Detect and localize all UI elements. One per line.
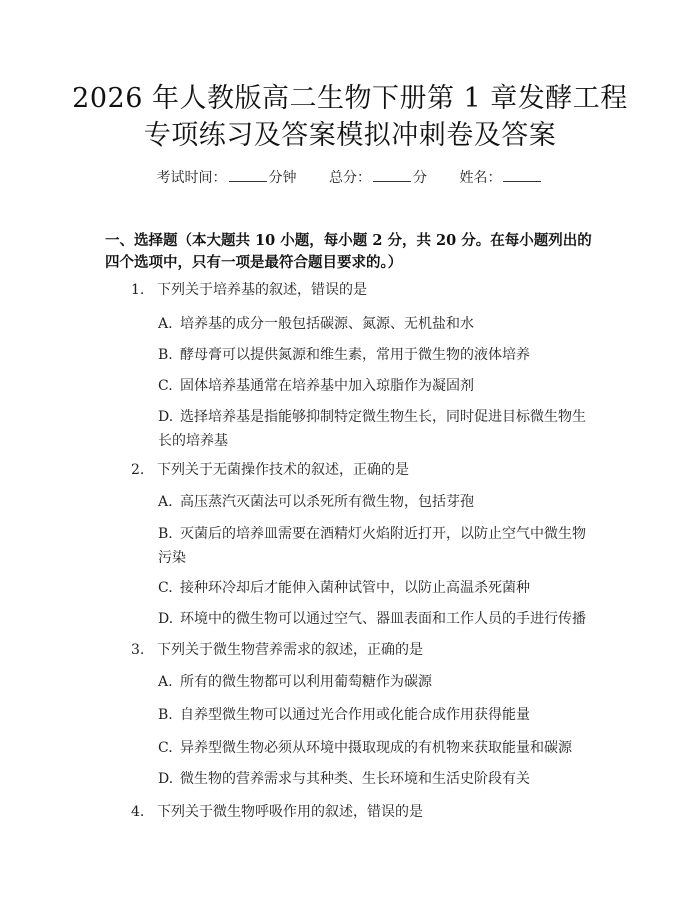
question-2-option-c[interactable] bbox=[105, 576, 595, 600]
option-text: 选择培养基是指能够抑制特定微生物生长，同时促进目标微生物生长的培养基 bbox=[158, 409, 586, 449]
option-text: 微生物的营养需求与其种类、生长环境和生活史阶段有关 bbox=[180, 771, 530, 787]
total-score-label: 总分： bbox=[329, 170, 371, 186]
option-letter: A. bbox=[158, 316, 173, 332]
option-text: 所有的微生物都可以利用葡萄糖作为碳源 bbox=[180, 674, 432, 690]
option-letter: D. bbox=[158, 771, 174, 787]
option-text: 培养基的成分一般包括碳源、氮源、无机盐和水 bbox=[180, 316, 474, 332]
name-blank[interactable] bbox=[503, 169, 541, 182]
question-number: 4. bbox=[131, 804, 145, 820]
option-letter: A. bbox=[158, 674, 173, 690]
question-stem: 下列关于微生物营养需求的叙述，正确的是 bbox=[157, 642, 423, 658]
total-score-unit: 分 bbox=[413, 170, 427, 186]
exam-time-unit: 分钟 bbox=[268, 170, 297, 186]
question-2-option-b[interactable] bbox=[105, 522, 595, 570]
question-number: 3. bbox=[131, 642, 145, 658]
option-text: 环境中的微生物可以通过空气、器皿表面和工作人员的手进行传播 bbox=[180, 611, 586, 627]
question-3-option-b[interactable] bbox=[105, 703, 595, 727]
question-number: 1. bbox=[131, 282, 145, 298]
question-2-option-a[interactable] bbox=[105, 490, 595, 514]
question-3 bbox=[105, 639, 595, 661]
section-heading: 一、选择题（本大题共 10 小题，每小题 2 分，共 20 分。在每小题列出的四个选项中，只有一项是最符合题目要求的。） bbox=[105, 232, 592, 271]
exam-time-blank[interactable] bbox=[229, 169, 267, 182]
option-letter: C. bbox=[158, 740, 173, 756]
question-1 bbox=[105, 279, 595, 301]
question-stem: 下列关于培养基的叙述，错误的是 bbox=[157, 282, 367, 298]
exam-meta-row bbox=[0, 167, 700, 187]
question-1-option-d[interactable] bbox=[105, 405, 595, 453]
option-letter: D. bbox=[158, 611, 174, 627]
question-number: 2. bbox=[131, 462, 145, 478]
option-text: 酵母膏可以提供氮源和维生素，常用于微生物的液体培养 bbox=[180, 347, 530, 363]
total-score-blank[interactable] bbox=[373, 169, 411, 182]
doc-title-line-2: 专项练习及答案模拟冲刺卷及答案 bbox=[143, 120, 557, 151]
question-stem: 下列关于微生物呼吸作用的叙述，错误的是 bbox=[157, 804, 423, 820]
name-label: 姓名： bbox=[459, 170, 502, 186]
question-2 bbox=[105, 459, 595, 481]
question-stem: 下列关于无菌操作技术的叙述，正确的是 bbox=[157, 462, 409, 478]
option-text: 固体培养基通常在培养基中加入琼脂作为凝固剂 bbox=[180, 378, 474, 394]
total-score-field bbox=[329, 167, 427, 187]
option-letter: B. bbox=[158, 707, 173, 723]
option-text: 自养型微生物可以通过光合作用或化能合成作用获得能量 bbox=[180, 707, 530, 723]
question-1-option-a[interactable] bbox=[105, 312, 595, 336]
question-3-option-c[interactable] bbox=[105, 736, 595, 760]
name-field bbox=[459, 167, 543, 187]
option-letter: A. bbox=[158, 494, 173, 510]
exam-time-label: 考试时间： bbox=[156, 170, 227, 186]
option-text: 高压蒸汽灭菌法可以杀死所有微生物，包括芽孢 bbox=[180, 494, 474, 510]
question-4 bbox=[105, 801, 595, 823]
question-2-option-d[interactable] bbox=[105, 607, 595, 631]
option-letter: C. bbox=[158, 580, 173, 596]
question-1-option-c[interactable] bbox=[105, 374, 595, 398]
question-3-option-d[interactable] bbox=[105, 767, 595, 791]
option-letter: B. bbox=[158, 347, 173, 363]
question-3-option-a[interactable] bbox=[105, 670, 595, 694]
option-letter: C. bbox=[158, 378, 173, 394]
option-text: 接种环冷却后才能伸入菌种试管中，以防止高温杀死菌种 bbox=[180, 580, 530, 596]
question-1-option-b[interactable] bbox=[105, 343, 595, 367]
exam-time-field bbox=[157, 167, 297, 187]
option-text: 异养型微生物必须从环境中摄取现成的有机物来获取能量和碳源 bbox=[180, 740, 572, 756]
option-text: 灭菌后的培养皿需要在酒精灯火焰附近打开，以防止空气中微生物污染 bbox=[158, 526, 586, 566]
doc-title-line-1: 2026 年人教版高二生物下册第 1 章发酵工程 bbox=[72, 83, 628, 114]
option-letter: D. bbox=[158, 409, 174, 425]
option-letter: B. bbox=[158, 526, 173, 542]
